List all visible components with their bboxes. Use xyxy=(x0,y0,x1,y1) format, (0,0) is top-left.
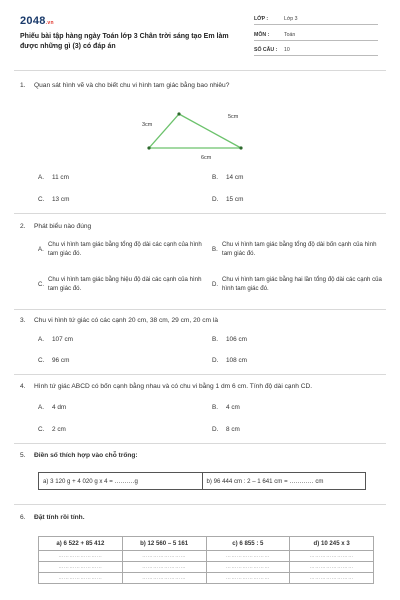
option-text: 2 cm xyxy=(52,426,66,433)
option-b[interactable] xyxy=(212,174,243,181)
option-c[interactable] xyxy=(38,357,69,364)
triangle-vertex xyxy=(147,146,150,149)
divider xyxy=(14,309,386,310)
calc-header-c: c) 6 855 : 5 xyxy=(206,537,290,551)
meta-class-row xyxy=(254,14,378,25)
meta-key: SỐ CÂU : xyxy=(254,47,278,53)
question-number: 3. xyxy=(20,317,26,324)
answer-line[interactable]: …………………… xyxy=(206,551,290,562)
option-label: C. xyxy=(38,196,45,203)
option-label: D. xyxy=(212,426,219,433)
option-label: B. xyxy=(212,246,218,253)
option-b[interactable] xyxy=(212,336,247,343)
answer-line[interactable]: …………………… xyxy=(206,573,290,584)
answer-line[interactable]: …………………… xyxy=(39,551,123,562)
option-label: A. xyxy=(38,404,45,411)
calc-header-d: d) 10 245 x 3 xyxy=(290,537,374,551)
meta-subject-row xyxy=(254,30,378,41)
option-c[interactable] xyxy=(38,196,69,203)
calculation-table xyxy=(38,536,374,584)
option-text: 4 dm xyxy=(52,404,67,411)
meta-key: LỚP : xyxy=(254,16,269,22)
answer-line[interactable]: …………………… xyxy=(122,551,206,562)
option-text: Chu vi hình tam giác bằng tổng độ dài các cạnh của hình tam giác đó. xyxy=(48,241,202,257)
divider xyxy=(14,504,386,505)
option-a[interactable] xyxy=(38,336,73,343)
option-b[interactable] xyxy=(212,240,382,258)
logo-suffix: .vn xyxy=(45,20,54,26)
question-3 xyxy=(20,317,218,324)
option-text: 14 cm xyxy=(226,174,244,181)
option-a[interactable] xyxy=(38,404,66,411)
option-text: Chu vi hình tam giác bằng hai lần tổng độ dài các cạnh của hình tam giác đó. xyxy=(222,276,382,292)
option-label: D. xyxy=(212,357,219,364)
option-label: B. xyxy=(212,404,219,411)
side-label-bottom: 6cm xyxy=(201,155,212,161)
question-text: Đặt tính rồi tính. xyxy=(34,514,85,521)
question-text: Quan sát hình vẽ và cho biết chu vi hình tam giác bằng bao nhiêu? xyxy=(34,82,230,89)
answer-line[interactable]: …………………… xyxy=(122,573,206,584)
question-text: Chu vi hình tứ giác có các cạnh 20 cm, 38 cm, 29 cm, 20 cm là xyxy=(34,317,218,324)
meta-count-row xyxy=(254,45,378,56)
answer-line[interactable]: …………………… xyxy=(122,562,206,573)
fill-cell-b[interactable]: b) 96 444 cm : 2 – 1 641 cm = ………… cm xyxy=(202,473,366,489)
option-label: D. xyxy=(212,196,219,203)
option-text: 15 cm xyxy=(226,196,244,203)
logo-text: 2048 xyxy=(20,15,46,27)
question-number: 1. xyxy=(20,82,26,89)
meta-value: 10 xyxy=(284,47,290,53)
answer-line[interactable]: …………………… xyxy=(39,562,123,573)
answer-line[interactable]: …………………… xyxy=(39,573,123,584)
divider xyxy=(14,213,386,214)
site-logo[interactable] xyxy=(20,15,54,27)
answer-line[interactable]: …………………… xyxy=(206,562,290,573)
option-label: C. xyxy=(38,281,45,288)
divider xyxy=(14,443,386,444)
option-c[interactable] xyxy=(38,426,66,433)
question-number: 5. xyxy=(20,452,26,459)
answer-line[interactable]: …………………… xyxy=(290,551,374,562)
option-label: B. xyxy=(212,174,219,181)
question-1 xyxy=(20,82,229,89)
question-number: 2. xyxy=(20,223,26,230)
question-5 xyxy=(20,452,138,459)
triangle-vertex xyxy=(177,112,180,115)
option-c[interactable] xyxy=(38,275,208,293)
option-d[interactable] xyxy=(212,275,382,293)
side-label-left: 3cm xyxy=(142,122,153,128)
option-text: 96 cm xyxy=(52,357,70,364)
option-a[interactable] xyxy=(38,240,208,258)
triangle-vertex xyxy=(239,146,242,149)
answer-line[interactable]: …………………… xyxy=(290,573,374,584)
triangle-figure xyxy=(130,100,260,162)
option-text: 106 cm xyxy=(226,336,247,343)
option-text: 107 cm xyxy=(52,336,73,343)
option-d[interactable] xyxy=(212,426,240,433)
option-text: 4 cm xyxy=(226,404,240,411)
option-label: D. xyxy=(212,281,219,288)
question-text: Hình tứ giác ABCD có bốn cạnh bằng nhau và có chu vi bằng 1 dm 6 cm. Tính độ dài cạnh CD. xyxy=(34,383,313,390)
option-text: 11 cm xyxy=(52,174,69,181)
fill-in-table xyxy=(38,472,366,490)
divider xyxy=(14,70,386,71)
question-text: Phát biểu nào đúng xyxy=(34,223,92,230)
side-label-right: 5cm xyxy=(228,114,239,120)
option-label: C. xyxy=(38,426,45,433)
question-2 xyxy=(20,223,91,230)
option-label: A. xyxy=(38,336,45,343)
calc-header-b: b) 12 560 – 5 161 xyxy=(122,537,206,551)
meta-key: MÔN : xyxy=(254,32,270,38)
page-title: Phiếu bài tập hàng ngày Toán lớp 3 Chân trời sáng tạo Em làm được những gì (3) có đáp án xyxy=(20,33,229,50)
option-label: A. xyxy=(38,174,45,181)
question-text: Điền số thích hợp vào chỗ trống: xyxy=(34,452,138,459)
calc-header-a: a) 6 522 + 85 412 xyxy=(39,537,123,551)
question-number: 6. xyxy=(20,514,26,521)
option-text: 13 cm xyxy=(52,196,70,203)
option-a[interactable] xyxy=(38,174,69,181)
option-label: B. xyxy=(212,336,219,343)
option-text: Chu vi hình tam giác bằng tổng độ dài bốn cạnh của hình tam giác đó. xyxy=(222,241,377,257)
option-label: C. xyxy=(38,357,45,364)
option-b[interactable] xyxy=(212,404,240,411)
option-label: A. xyxy=(38,246,44,253)
answer-line[interactable]: …………………… xyxy=(290,562,374,573)
option-d[interactable] xyxy=(212,196,243,203)
question-4 xyxy=(20,383,312,390)
fill-cell-a[interactable]: a) 3 120 g + 4 020 g x 4 = ……….g xyxy=(43,477,138,485)
option-d[interactable] xyxy=(212,357,247,364)
meta-value: Lớp 3 xyxy=(284,16,298,22)
option-text: 8 cm xyxy=(226,426,240,433)
meta-value: Toán xyxy=(284,32,296,38)
question-number: 4. xyxy=(20,383,26,390)
question-6 xyxy=(20,514,85,521)
option-text: 108 cm xyxy=(226,357,247,364)
option-text: Chu vi hình tam giác bằng hiệu độ dài các cạnh của hình tam giác đó. xyxy=(48,276,202,292)
divider xyxy=(14,374,386,375)
